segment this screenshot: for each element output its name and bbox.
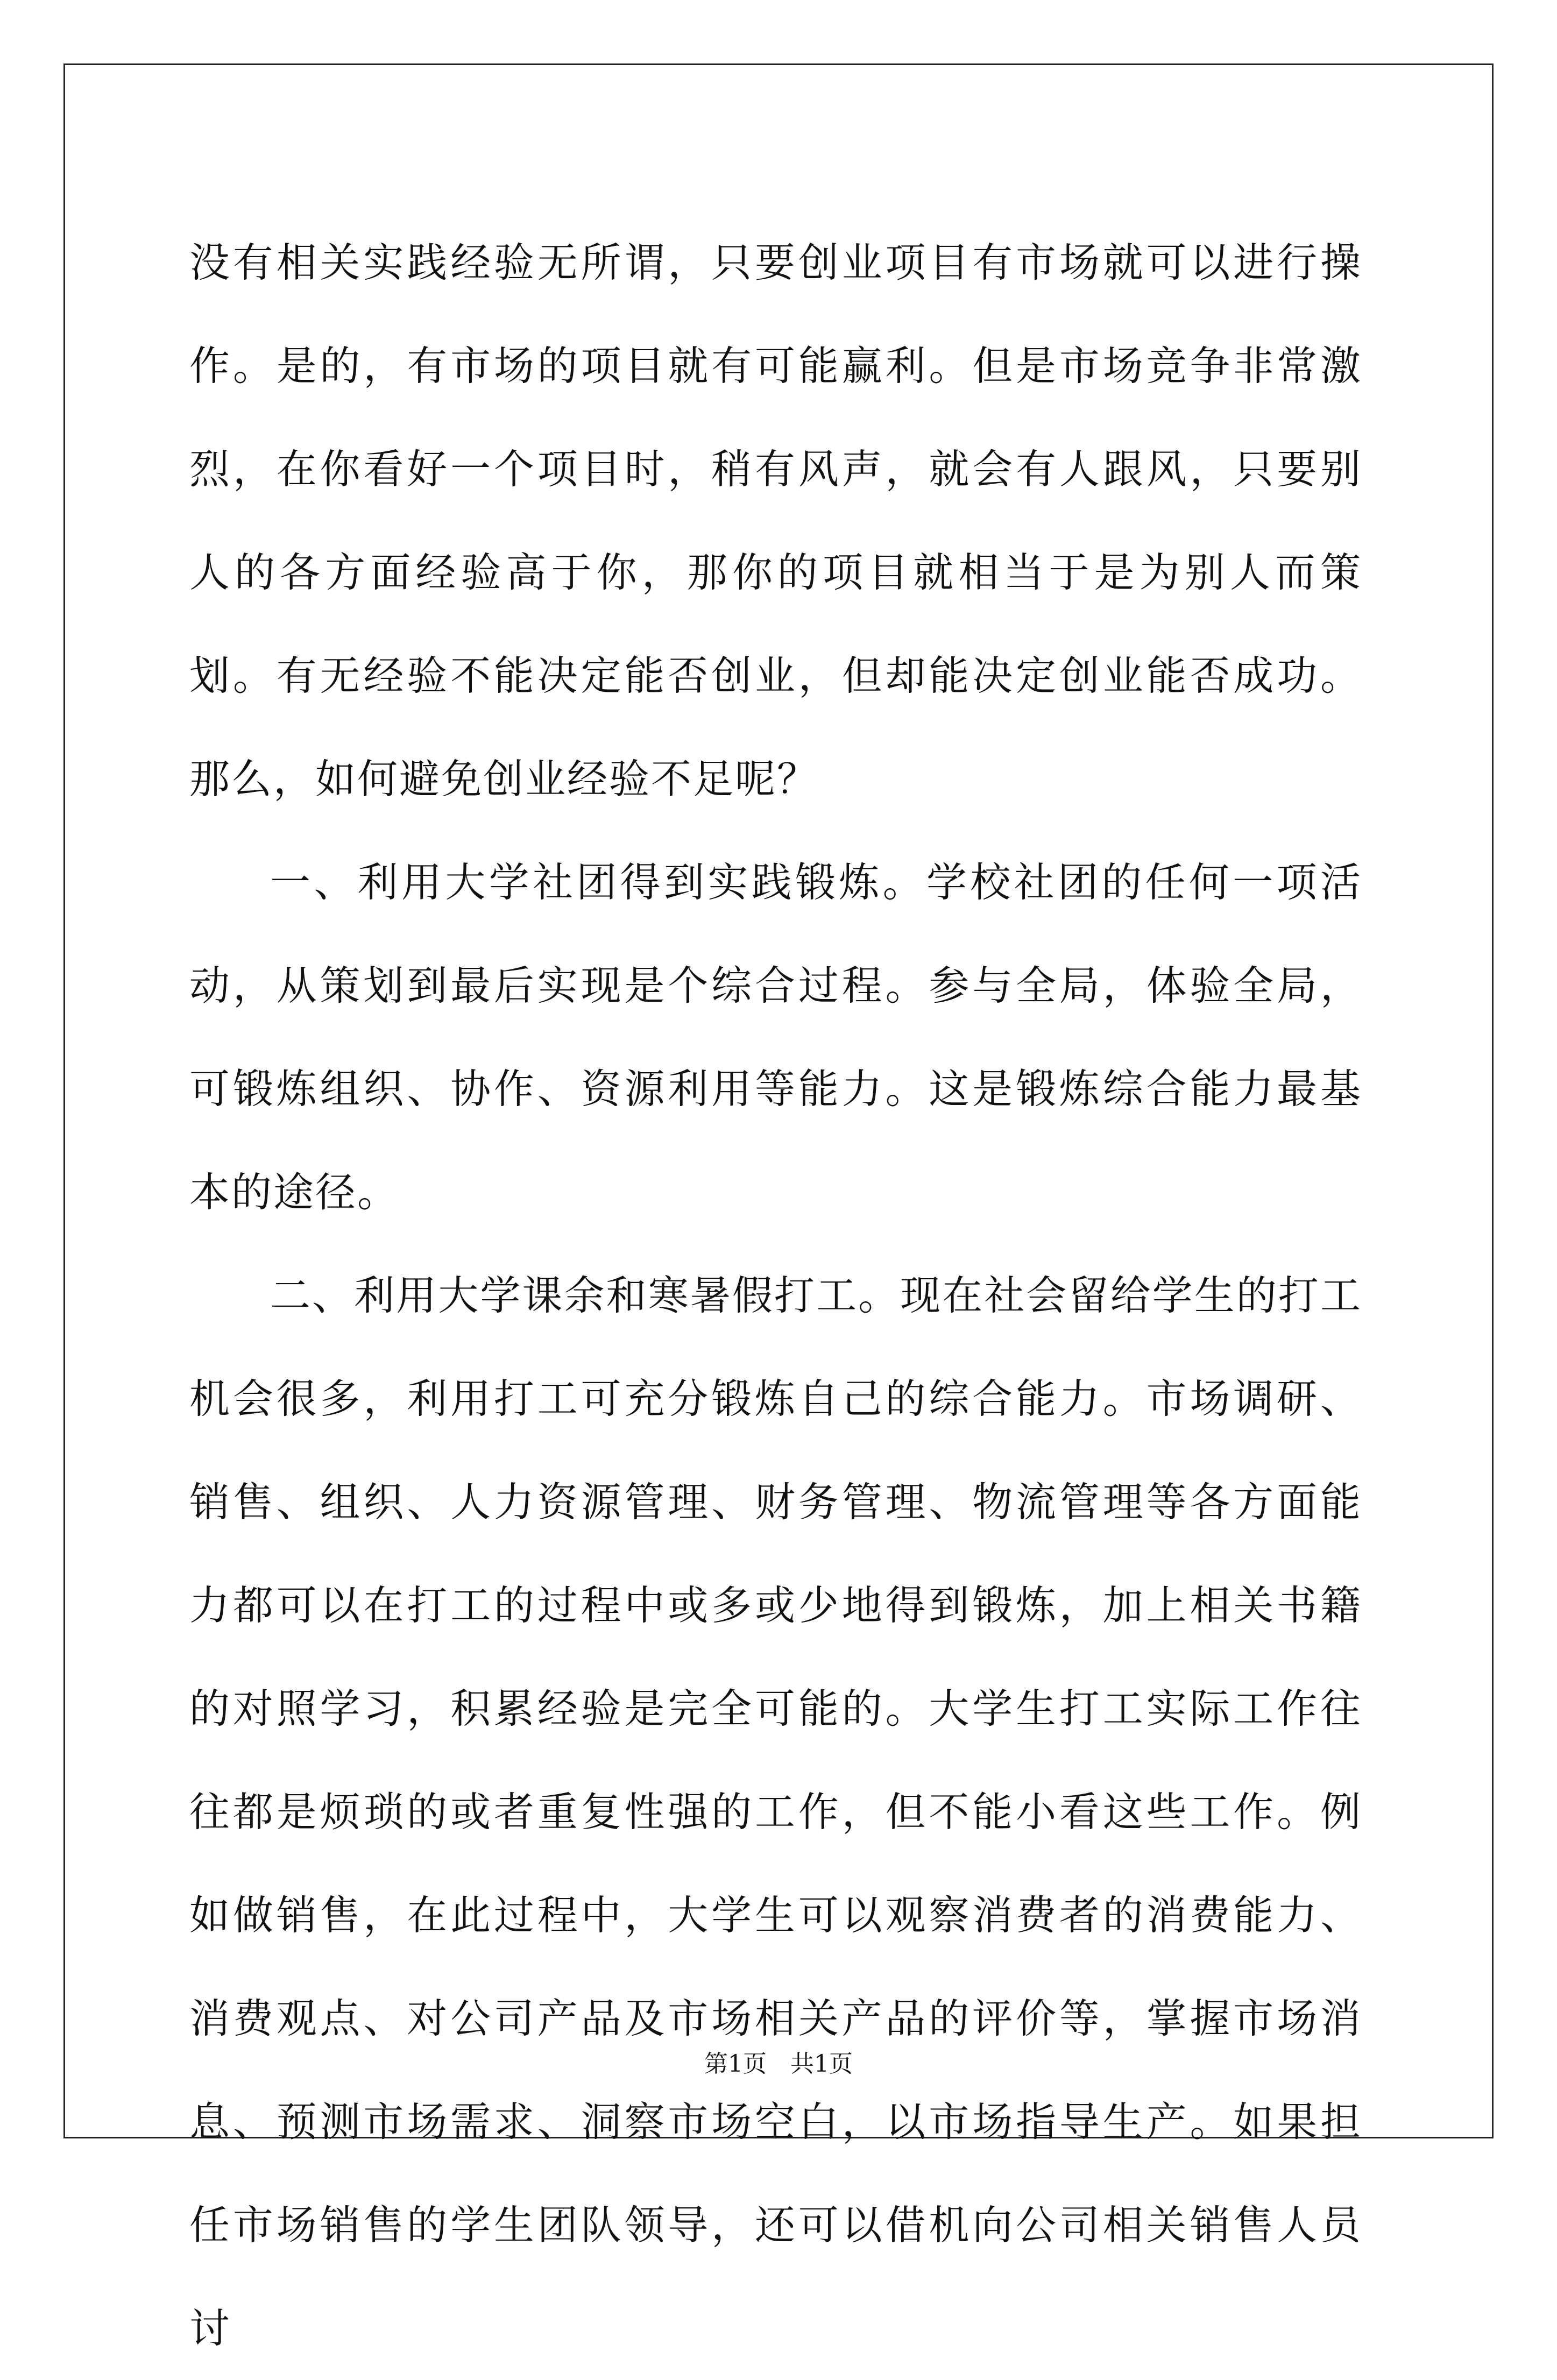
paragraph: 二、利用大学课余和寒暑假打工。现在社会留给学生的打工机会很多，利用打工可充分锻炼自己的综合能力。市场调研、销售、组织、人力资源管理、财务管理、物流管理等各方面能力都可以在打工的过程中或多或少地得到锻炼，加上相关书籍的对照学习，积累经验是完全可能的。大学生打工实际工作往往都是烦琐的或者重复性强的工作，但不能小看这些工作。例如做销售，在此过程中，大学生可以观察消费者的消费能力、消费观点、对公司产品及市场相关产品的评价等，掌握市场消息、预测市场需求、洞察市场空白，以市场指导生产。如果担任市场销售的学生团队领导，还可以借机向公司相关销售人员讨 <box>189 1272 1362 2352</box>
paragraph: 一、利用大学社团得到实践锻炼。学校社团的任何一项活动，从策划到最后实现是个综合过程。参与全局，体验全局，可锻炼组织、协作、资源利用等能力。这是锻炼综合能力最基本的途径。 <box>189 859 1362 1216</box>
page-footer <box>0 2044 1557 2079</box>
paragraph: 没有相关实践经验无所谓，只要创业项目有市场就可以进行操作。是的，有市场的项目就有可能赢利。但是市场竞争非常激烈，在你看好一个项目时，稍有风声，就会有人跟风，只要别人的各方面经验高于你，那你的项目就相当于是为别人而策划。有无经验不能决定能否创业，但却能决定创业能否成功。那么，如何避免创业经验不足呢？ <box>189 239 1362 803</box>
page-total: 共1页 <box>790 2050 853 2078</box>
page-number: 第1页 <box>704 2050 767 2078</box>
